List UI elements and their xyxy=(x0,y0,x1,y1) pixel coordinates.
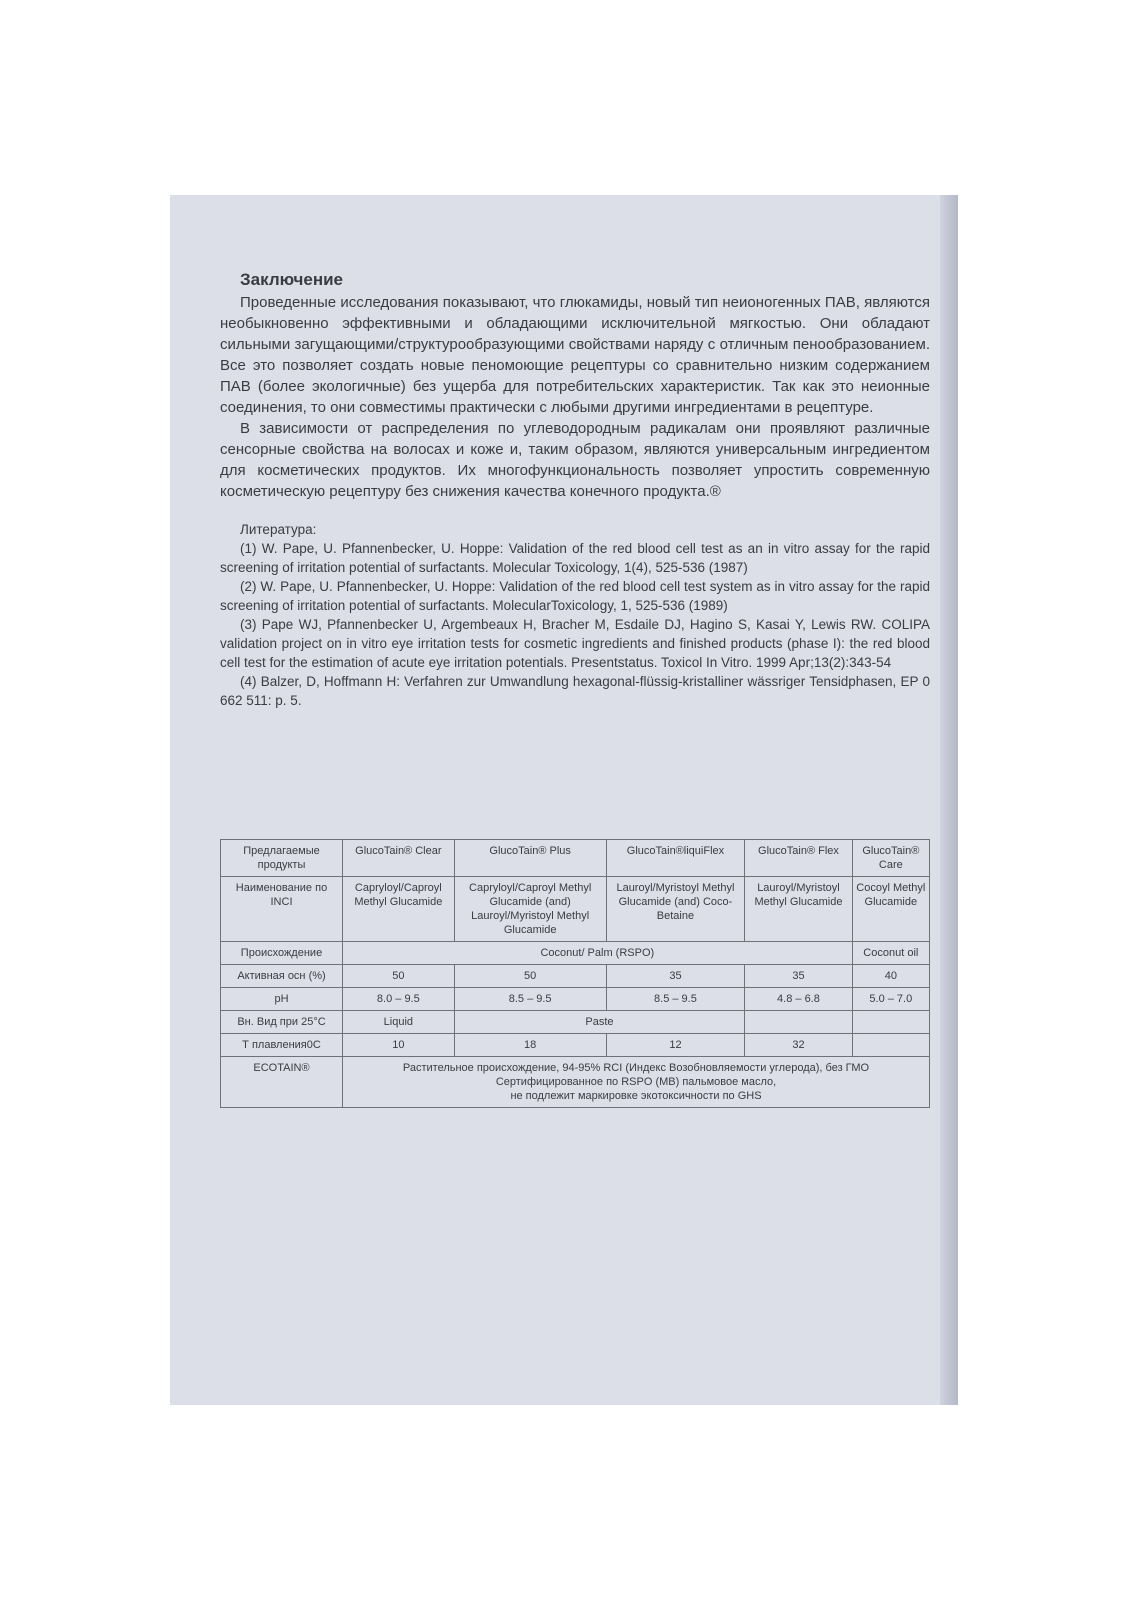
row-label-products: Предлагаемые продукты xyxy=(221,840,343,877)
ecotain-line-2: Сертифицированное по RSPO (MB) пальмовое масло, xyxy=(495,1076,777,1088)
row-label-melting: Т плавления0С xyxy=(221,1034,343,1057)
product-comparison-table xyxy=(220,839,930,1108)
inci-flex: Lauroyl/Myristoyl Methyl Glucamide xyxy=(745,877,852,942)
ph-liquiflex: 8.5 – 9.5 xyxy=(606,988,745,1011)
row-label-ph: pH xyxy=(221,988,343,1011)
ph-clear: 8.0 – 9.5 xyxy=(343,988,455,1011)
appearance-plus-liquiflex: Paste xyxy=(454,1011,745,1034)
product-name-flex: GlucoTain® Flex xyxy=(745,840,852,877)
row-label-appearance: Вн. Вид при 25°C xyxy=(221,1011,343,1034)
melting-liquiflex: 12 xyxy=(606,1034,745,1057)
active-clear: 50 xyxy=(343,965,455,988)
document-body xyxy=(220,270,930,710)
origin-shared: Coconut/ Palm (RSPO) xyxy=(343,942,853,965)
melting-care xyxy=(852,1034,929,1057)
literature-ref-4: (4) Balzer, D, Hoffmann H: Verfahren zur Umwandlung hexagonal-flüssig-kristalliner wässriger Tensidphasen, EP 0 662 511: p. 5. xyxy=(220,674,930,708)
row-label-inci: Наименование по INCI xyxy=(221,877,343,942)
melting-flex: 32 xyxy=(745,1034,852,1057)
inci-clear: Capryloyl/Caproyl Methyl Glucamide xyxy=(343,877,455,942)
table-row-melting xyxy=(221,1034,930,1057)
product-name-clear: GlucoTain® Clear xyxy=(343,840,455,877)
page-edge-shadow xyxy=(940,195,958,1405)
origin-care: Coconut oil xyxy=(852,942,929,965)
row-label-ecotain: ECOTAIN® xyxy=(221,1057,343,1108)
ecotain-line-1: Растительное происхождение, 94-95% RCI (Индекс Возобновляемости углерода), без ГМО xyxy=(402,1062,870,1074)
appearance-clear: Liquid xyxy=(343,1011,455,1034)
table-row-products xyxy=(221,840,930,877)
ecotain-description xyxy=(343,1057,930,1108)
product-name-care: GlucoTain® Care xyxy=(852,840,929,877)
conclusion-paragraph-2: В зависимости от распределения по углеводородным радикалам они проявляют различные сенсорные свойства на волосах и коже и, таким образом, являются универсальным ингредиентом для косметических продуктов. Их многофункциональность позволяет упростить современную косметическую рецептуру без снижения качества конечного продукта.® xyxy=(220,420,930,500)
table-row-inci xyxy=(221,877,930,942)
appearance-care xyxy=(852,1011,929,1034)
ph-care: 5.0 – 7.0 xyxy=(852,988,929,1011)
inci-plus: Capryloyl/Caproyl Methyl Glucamide (and) Lauroyl/Myristoyl Methyl Glucamide xyxy=(454,877,606,942)
literature-ref-1: (1) W. Pape, U. Pfannenbecker, U. Hoppe: Validation of the red blood cell test as an in vitro assay for the rapid screening of irritation potential of surfactants. Molecular Toxicology, 1(4), 525-536 (1987) xyxy=(220,541,930,575)
table-row-ecotain xyxy=(221,1057,930,1108)
row-label-active: Активная осн (%) xyxy=(221,965,343,988)
ph-flex: 4.8 – 6.8 xyxy=(745,988,852,1011)
table-row-active xyxy=(221,965,930,988)
ecotain-line-3: не подлежит маркировке экотоксичности по GHS xyxy=(510,1090,762,1102)
table-row-appearance xyxy=(221,1011,930,1034)
conclusion-paragraph-1: Проведенные исследования показывают, что глюкамиды, новый тип неионогенных ПАВ, являются необыкновенно эффективными и обладающими исключительной мягкостью. Они обладают сильными загущающими/структурообразующими свойствами наряду с отличным пенообразованием. Все это позволяет создать новые пеномоющие рецептуры со сравнительно низким содержанием ПАВ (более экологичные) без ущерба для потребительских характеристик. Так как это неионные соединения, то они совместимы практически с любыми другими ингредиентами в рецептуре. xyxy=(220,294,930,416)
product-name-plus: GlucoTain® Plus xyxy=(454,840,606,877)
page-sheet xyxy=(170,195,958,1405)
inci-care: Cocoyl Methyl Glucamide xyxy=(852,877,929,942)
appearance-flex xyxy=(745,1011,852,1034)
active-liquiflex: 35 xyxy=(606,965,745,988)
melting-plus: 18 xyxy=(454,1034,606,1057)
ph-plus: 8.5 – 9.5 xyxy=(454,988,606,1011)
melting-clear: 10 xyxy=(343,1034,455,1057)
section-heading: Заключение xyxy=(240,270,343,289)
active-care: 40 xyxy=(852,965,929,988)
table-row-ph xyxy=(221,988,930,1011)
active-flex: 35 xyxy=(745,965,852,988)
active-plus: 50 xyxy=(454,965,606,988)
literature-title: Литература: xyxy=(240,522,317,537)
table-row-origin xyxy=(221,942,930,965)
literature-ref-2: (2) W. Pape, U. Pfannenbecker, U. Hoppe: Validation of the red blood cell test system as in vitro assay for the rapid screening of irritation potential of surfactants. MolecularToxicology, 1, 525-536 (1989) xyxy=(220,579,930,613)
inci-liquiflex: Lauroyl/Myristoyl Methyl Glucamide (and) Coco-Betaine xyxy=(606,877,745,942)
product-name-liquiflex: GlucoTain®liquiFlex xyxy=(606,840,745,877)
literature-ref-3: (3) Pape WJ, Pfannenbecker U, Argembeaux H, Bracher M, Esdaile DJ, Hagino S, Kasai Y, Lewis RW. COLIPA validation project on in vitro eye irritation tests for cosmetic ingredients and finished products (phase I): the red blood cell test for the estimation of acute eye irritation potentials. Presentstatus. Toxicol In Vitro. 1999 Apr;13(2):343-54 xyxy=(220,617,930,670)
row-label-origin: Происхождение xyxy=(221,942,343,965)
